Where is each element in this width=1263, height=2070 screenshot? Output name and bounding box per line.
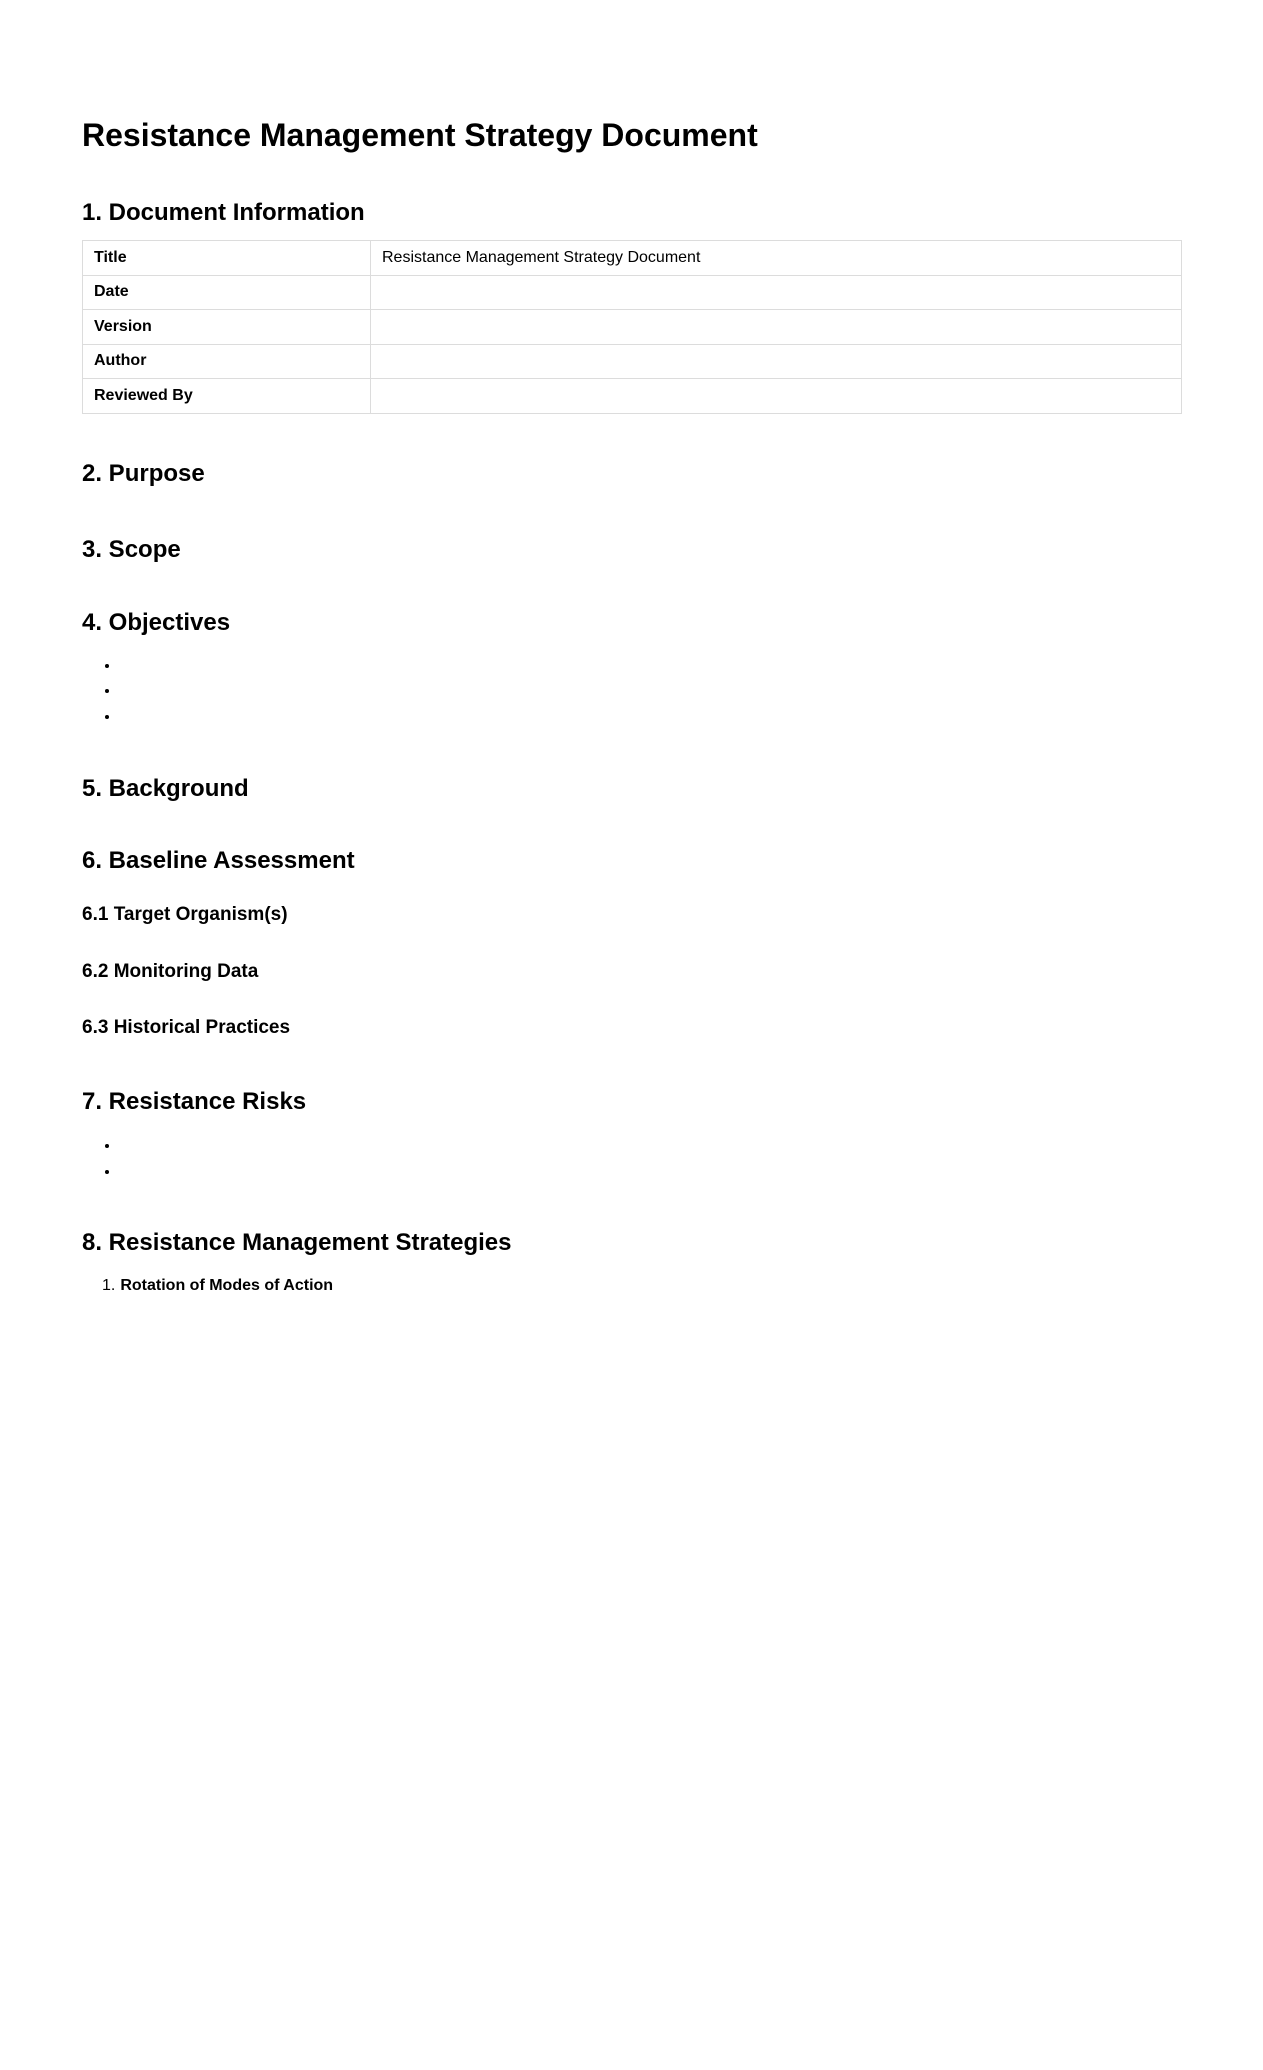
strategies-numbered-list bbox=[82, 1273, 1182, 1299]
list-item bbox=[120, 653, 1182, 679]
row-value-date bbox=[371, 275, 1182, 310]
row-label-date: Date bbox=[83, 275, 371, 310]
row-value-version bbox=[371, 310, 1182, 345]
section-heading-document-information: 1. Document Information bbox=[82, 199, 365, 226]
list-item bbox=[120, 678, 1182, 704]
section-heading-scope: 3. Scope bbox=[82, 535, 181, 563]
objectives-bullet-list bbox=[82, 653, 1182, 730]
table-row bbox=[83, 379, 1182, 414]
section-heading-background: 5. Background bbox=[82, 775, 249, 802]
subsection-heading-historical-practices: 6.3 Historical Practices bbox=[82, 1017, 291, 1038]
row-value-title: Resistance Management Strategy Document bbox=[371, 241, 1182, 276]
list-item-number: 1. bbox=[102, 1277, 116, 1294]
table-row bbox=[83, 241, 1182, 276]
row-label-version: Version bbox=[83, 310, 371, 345]
list-item bbox=[102, 1273, 1182, 1299]
section-heading-purpose: 2. Purpose bbox=[82, 459, 205, 487]
section-heading-resistance-risks: 7. Resistance Risks bbox=[82, 1088, 307, 1115]
subsection-heading-monitoring-data: 6.2 Monitoring Data bbox=[82, 961, 259, 982]
table-row bbox=[83, 310, 1182, 345]
row-label-title: Title bbox=[83, 241, 371, 276]
row-value-reviewed-by bbox=[371, 379, 1182, 414]
row-label-reviewed-by: Reviewed By bbox=[83, 379, 371, 414]
row-label-author: Author bbox=[83, 344, 371, 379]
list-item bbox=[120, 704, 1182, 730]
section-heading-resistance-management-strategies: 8. Resistance Management Strategies bbox=[82, 1229, 512, 1256]
section-heading-objectives: 4. Objectives bbox=[82, 608, 231, 636]
list-item-label: Rotation of Modes of Action bbox=[120, 1277, 334, 1294]
risks-bullet-list bbox=[82, 1133, 1182, 1184]
document-title: Resistance Management Strategy Document bbox=[82, 117, 758, 153]
section-heading-baseline-assessment: 6. Baseline Assessment bbox=[82, 847, 355, 874]
table-row bbox=[83, 344, 1182, 379]
document-info-table bbox=[82, 240, 1182, 414]
row-value-author bbox=[371, 344, 1182, 379]
list-item bbox=[120, 1133, 1182, 1159]
subsection-heading-target-organisms: 6.1 Target Organism(s) bbox=[82, 904, 288, 925]
table-row bbox=[83, 275, 1182, 310]
list-item bbox=[120, 1159, 1182, 1185]
